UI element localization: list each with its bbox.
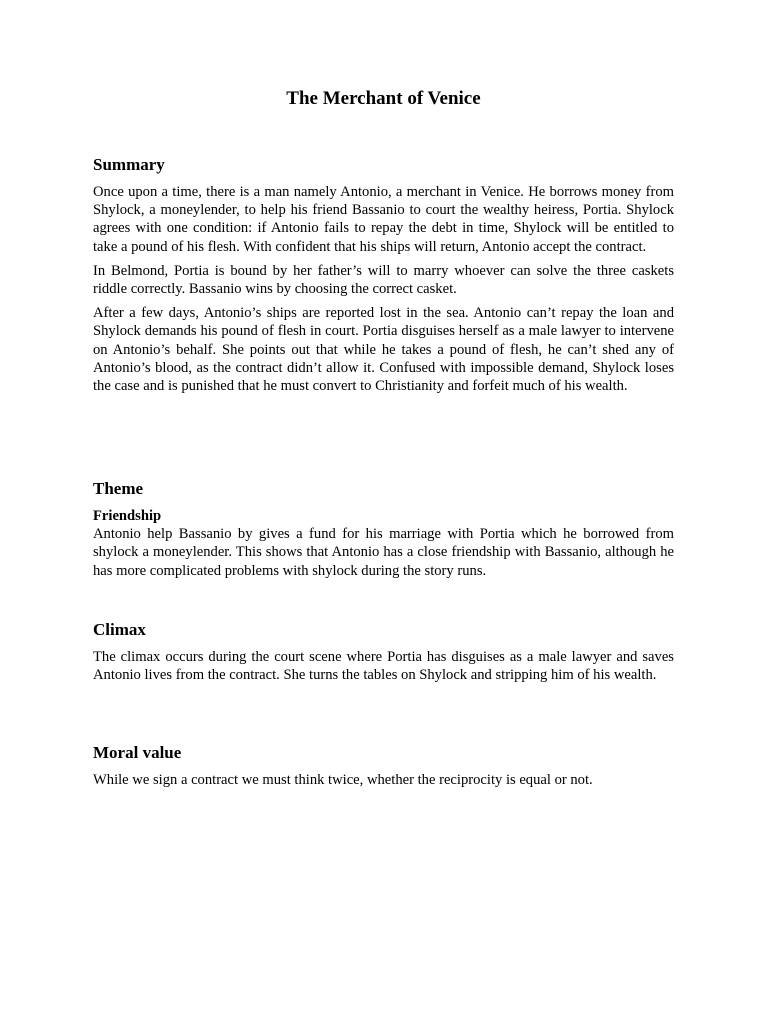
theme-heading: Theme: [93, 479, 144, 498]
theme-subheading: Friendship: [93, 508, 162, 524]
summary-paragraph: After a few days, Antonio’s ships are reported lost in the sea. Antonio can’t repay the loan and Shylock demands his pound of flesh in court. Portia disguises herself as a male lawyer to intervene on Antonio’s behalf. She points out that while he takes a pound of flesh, he can’t shed any of Antonio’s blood, as the contract didn’t allow it. Confused with impossible demand, Shylock loses the case and is punished that he must convert to Christianity and forfeit much of his wealth.: [93, 305, 674, 395]
summary-heading: Summary: [93, 155, 165, 174]
moral-value-paragraph: While we sign a contract we must think twice, whether the reciprocity is equal or not.: [93, 772, 593, 788]
theme-section: [93, 478, 674, 586]
moral-value-section: [93, 742, 674, 795]
theme-paragraph: Antonio help Bassanio by gives a fund for his marriage with Portia which he borrowed from shylock a moneylender. This shows that Antonio has a close friendship with Bassanio, although he has more complicated problems with shylock during the story runs.: [93, 526, 674, 579]
climax-paragraph: The climax occurs during the court scene where Portia has disguises as a male lawyer and saves Antonio lives from the contract. She turns the tables on Shylock and stripping him of his wealth.: [93, 649, 674, 684]
climax-heading: Climax: [93, 620, 146, 639]
moral-value-heading: Moral value: [93, 743, 182, 762]
climax-section: [93, 619, 674, 690]
document-title: The Merchant of Venice: [286, 88, 481, 109]
summary-paragraph: Once upon a time, there is a man namely Antonio, a merchant in Venice. He borrows money from Shylock, a moneylender, to help his friend Bassanio to court the wealthy heiress, Portia. Shylock agrees with one condition: if Antonio fails to repay the debt in time, Shylock will be entitled to take a pound of his flesh. With confident that his ships will return, Antonio accept the contract.: [93, 184, 674, 255]
summary-paragraph: In Belmond, Portia is bound by her father’s will to marry whoever can solve the three caskets riddle correctly. Bassanio wins by choosing the correct casket.: [93, 262, 674, 298]
summary-section: [93, 154, 674, 401]
